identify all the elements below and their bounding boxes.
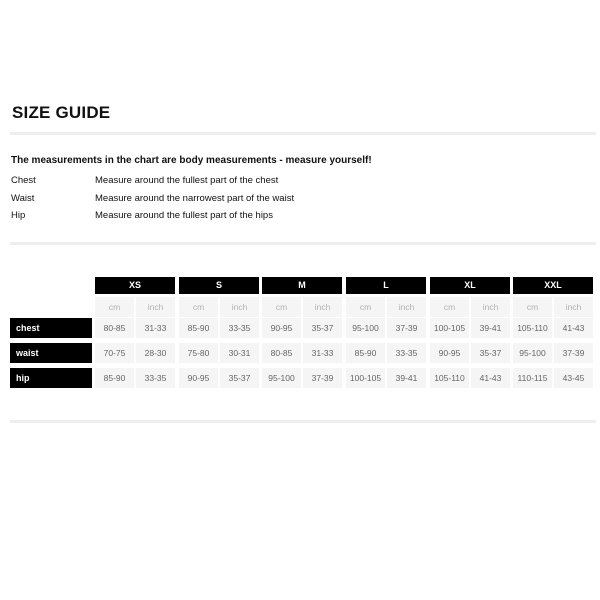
- table-cell: 90-95: [430, 343, 469, 363]
- unit-header-inch: inch: [387, 297, 426, 317]
- size-header-xxl: XXL: [513, 277, 593, 294]
- unit-header-cm: cm: [346, 297, 385, 317]
- table-cell: 39-41: [387, 368, 426, 388]
- table-cell: 37-39: [554, 343, 593, 363]
- divider: [10, 132, 596, 135]
- unit-header-cm: cm: [95, 297, 134, 317]
- table-cell: 37-39: [387, 318, 426, 338]
- unit-header-inch: inch: [303, 297, 342, 317]
- table-cell: 31-33: [303, 343, 342, 363]
- table-cell: 33-35: [220, 318, 259, 338]
- definition-description: Measure around the fullest part of the chest: [95, 175, 279, 186]
- divider: [10, 420, 596, 423]
- table-cell: 85-90: [179, 318, 218, 338]
- table-cell: 105-110: [430, 368, 469, 388]
- table-cell: 95-100: [346, 318, 385, 338]
- intro-text: The measurements in the chart are body measurements - measure yourself!: [11, 155, 372, 166]
- table-cell: 90-95: [262, 318, 301, 338]
- table-cell: 100-105: [346, 368, 385, 388]
- table-cell: 80-85: [262, 343, 301, 363]
- unit-header-cm: cm: [513, 297, 552, 317]
- table-cell: 43-45: [554, 368, 593, 388]
- table-cell: 37-39: [303, 368, 342, 388]
- row-label-hip: hip: [10, 368, 92, 388]
- unit-header-inch: inch: [220, 297, 259, 317]
- table-cell: 35-37: [220, 368, 259, 388]
- table-cell: 41-43: [471, 368, 510, 388]
- size-header-m: M: [262, 277, 342, 294]
- table-cell: 30-31: [220, 343, 259, 363]
- unit-header-cm: cm: [430, 297, 469, 317]
- page-title: SIZE GUIDE: [12, 103, 111, 122]
- table-cell: 85-90: [95, 368, 134, 388]
- unit-header-cm: cm: [262, 297, 301, 317]
- unit-header-cm: cm: [179, 297, 218, 317]
- table-cell: 35-37: [303, 318, 342, 338]
- unit-header-inch: inch: [554, 297, 593, 317]
- definition-term: Hip: [11, 210, 26, 221]
- table-cell: 35-37: [471, 343, 510, 363]
- table-cell: 90-95: [179, 368, 218, 388]
- definition-description: Measure around the narrowest part of the waist: [95, 193, 295, 204]
- size-header-xl: XL: [430, 277, 510, 294]
- definition-term: Waist: [11, 193, 35, 204]
- table-cell: 85-90: [346, 343, 385, 363]
- table-cell: 100-105: [430, 318, 469, 338]
- table-cell: 41-43: [554, 318, 593, 338]
- table-cell: 80-85: [95, 318, 134, 338]
- table-cell: 31-33: [136, 318, 175, 338]
- unit-header-inch: inch: [136, 297, 175, 317]
- size-header-l: L: [346, 277, 426, 294]
- table-cell: 110-115: [513, 368, 552, 388]
- table-cell: 33-35: [136, 368, 175, 388]
- row-label-waist: waist: [10, 343, 92, 363]
- table-cell: 28-30: [136, 343, 175, 363]
- table-cell: 75-80: [179, 343, 218, 363]
- definition-description: Measure around the fullest part of the hips: [95, 210, 273, 221]
- size-header-xs: XS: [95, 277, 175, 294]
- size-header-s: S: [179, 277, 259, 294]
- table-cell: 95-100: [262, 368, 301, 388]
- definition-term: Chest: [11, 175, 36, 186]
- table-cell: 39-41: [471, 318, 510, 338]
- table-cell: 33-35: [387, 343, 426, 363]
- unit-header-inch: inch: [471, 297, 510, 317]
- table-cell: 70-75: [95, 343, 134, 363]
- table-cell: 95-100: [513, 343, 552, 363]
- divider: [10, 242, 596, 245]
- row-label-chest: chest: [10, 318, 92, 338]
- table-cell: 105-110: [513, 318, 552, 338]
